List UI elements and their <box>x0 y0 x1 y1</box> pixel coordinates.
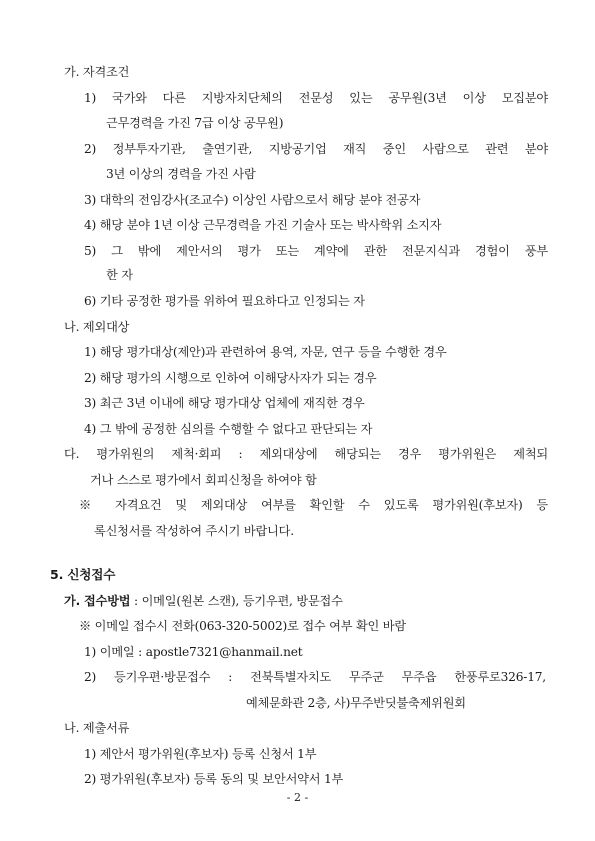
list-item-continuation: 근무경력을 가진 7급 이상 공무원) <box>106 116 284 130</box>
section-5-heading: 5. 신청접수 <box>50 567 116 582</box>
section-title-exclusions: 나. 제외대상 <box>64 320 130 334</box>
list-item: 3) 대학의 전임강사(조교수) 이상인 사람으로서 해당 분야 전공자 <box>84 193 421 207</box>
list-item-continuation: 한 자 <box>106 268 133 282</box>
section-title-documents: 나. 제출서류 <box>64 721 130 735</box>
postal-address-line2: 예체문화관 2층, 사)무주반딧불축제위원회 <box>246 696 466 710</box>
section-recusal-line1: 다. 평가위원의 제척·회피 : 제외대상에 해당되는 경우 평가위원은 제척되 <box>64 447 548 461</box>
list-item: 2) 해당 평가의 시행으로 인하여 이해당사자가 되는 경우 <box>84 371 377 385</box>
submission-method-text: : 이메일(원본 스캔), 등기우편, 방문접수 <box>130 594 343 608</box>
list-item: 2) 정부투자기관, 출연기관, 지방공기업 재직 중인 사람으로 관련 분야 <box>84 142 548 156</box>
email-address-line: 1) 이메일 : apostle7321@hanmail.net <box>84 645 303 659</box>
list-item: 2) 평가위원(후보자) 등록 동의 및 보안서약서 1부 <box>84 772 344 786</box>
notice-line2: 록신청서를 작성하여 주시기 바랍니다. <box>94 524 294 538</box>
section-title-qualifications: 가. 자격조건 <box>64 65 130 79</box>
list-item: 1) 해당 평가대상(제안)과 관련하여 용역, 자문, 연구 등을 수행한 경우 <box>84 345 447 359</box>
submission-method <box>64 592 343 610</box>
page-number: - 2 - <box>286 791 309 804</box>
list-item: 6) 기타 공정한 평가를 위하여 필요하다고 인정되는 자 <box>84 294 365 308</box>
section-recusal-line2: 거나 스스로 평가에서 회피신청을 하여야 함 <box>90 473 317 487</box>
list-item: 1) 제안서 평가위원(후보자) 등록 신청서 1부 <box>84 747 317 761</box>
list-item: 5) 그 밖에 제안서의 평가 또는 계약에 관한 전문지식과 경험이 풍부 <box>84 244 548 258</box>
list-item: 4) 해당 분야 1년 이상 근무경력을 가진 기술사 또는 박사학위 소지자 <box>84 218 442 232</box>
list-item: 4) 그 밖에 공정한 심의를 수행할 수 없다고 판단되는 자 <box>84 422 373 436</box>
submission-method-label: 가. 접수방법 <box>64 594 131 608</box>
list-item-continuation: 3년 이상의 경력을 가진 사람 <box>106 167 256 181</box>
list-item: 1) 국가와 다른 지방자치단체의 전문성 있는 공무원(3년 이상 모집분야 <box>84 91 548 105</box>
email-confirmation-notice: ※ 이메일 접수시 전화(063-320-5002)로 접수 여부 확인 바람 <box>79 619 406 633</box>
postal-address-line1: 2) 등기우편·방문접수 : 전북특별자치도 무주군 무주읍 한풍루로326-17, <box>84 670 546 684</box>
notice-line1: ※ 자격요건 및 제외대상 여부를 확인할 수 있도록 평가위원(후보자) 등 <box>79 498 548 512</box>
list-item: 3) 최근 3년 이내에 해당 평가대상 업체에 재직한 경우 <box>84 396 365 410</box>
